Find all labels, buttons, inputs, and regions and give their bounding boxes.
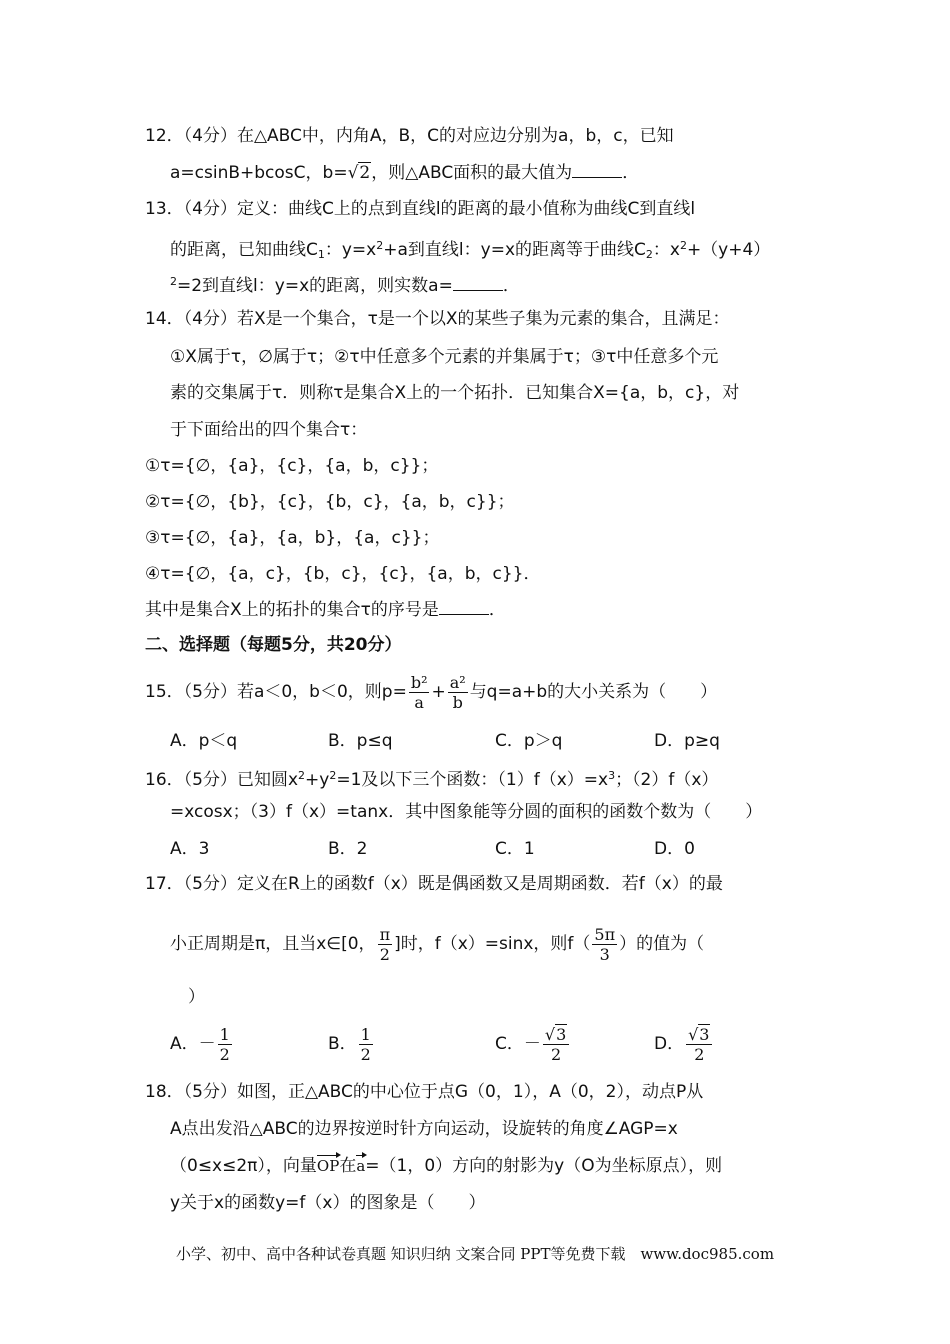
q16-option-d: D．0 — [654, 839, 695, 859]
q18-line3: （0≤x≤2π），向量OP在a=（1，0）方向的射影为y（O为坐标原点），则 — [170, 1156, 723, 1176]
q17-line3: ） — [188, 987, 205, 1007]
answer-blank-12 — [572, 161, 622, 178]
q16-option-a: A．3 — [170, 839, 210, 859]
fraction-sqrt3-over-2: $\frac{√3}{2}$ — [686, 1025, 712, 1064]
q16-line1: 16．（5分）已知圆$x^2+y^2=1$及以下三个函数：$(1)f(x)=x^3$；（2）f（x） — [145, 769, 719, 790]
q14-line5: 其中是集合X上的拓扑的集合τ的序号是 ． — [145, 600, 506, 620]
q14-line1: 14．（4分）若X是一个集合，τ是一个以X的某些子集为元素的集合，且满足： — [145, 309, 730, 329]
answer-blank-13 — [453, 274, 503, 291]
q18-line1: 18．（5分）如图，正△ABC的中心位于点G（0，1），A（0，2），动点P从 — [145, 1082, 704, 1102]
q12-line2: a=csinB+bcosC，b=√2，则△ABC面积的最大值为 ． — [170, 163, 640, 183]
q16-option-c: C．1 — [495, 839, 535, 859]
q12-line1: 12．（4分）在△ABC中，内角A，B，C的对应边分别为a，b，c，已知 — [145, 126, 674, 146]
q13-line3: $^2$=2到直线l：y=x的距离，则实数a= ． — [170, 275, 520, 296]
q14-set-3: ③τ={∅，{a}，{a，b}，{a，c}}； — [145, 528, 440, 548]
q17-line1: 17．（5分）定义在R上的函数f（x）既是偶函数又是周期函数．若f（x）的最 — [145, 874, 723, 894]
section-heading: 二、选择题（每题5分，共20分） — [145, 635, 402, 655]
q15-option-c: C．p＞q — [495, 731, 563, 751]
fraction-1-over-2: $\frac{1}{2}$ — [219, 1024, 230, 1064]
q14-set-1: ①τ={∅，{a}，{c}，{a，b，c}}； — [145, 456, 439, 476]
fraction-a2-over-b: $\frac{\text{a²}}{b}$ — [449, 672, 466, 712]
q18-line4: y关于x的函数y=f（x）的图象是（ ） — [170, 1193, 486, 1213]
q15-option-a: A．p＜q — [170, 731, 238, 751]
q17-option-a: A．－ $\frac{1}{2}$ — [170, 1024, 230, 1064]
fraction-5pi-over-3: $\frac{5\pi}{3}$ — [594, 924, 616, 964]
sqrt-2: √2 — [347, 163, 371, 183]
q17-option-b: B． $\frac{1}{2}$ — [328, 1024, 371, 1064]
vector-a: a — [356, 1154, 365, 1178]
fraction-pi-over-2: $\frac{\pi}{2}$ — [379, 924, 391, 964]
q16-line2: =xcosx；（3）f（x）=tanx．其中图象能等分圆的面积的函数个数为（ ） — [170, 802, 763, 822]
q13-line2: 的距离，已知曲线$C_1$：$y=x^2+a$到直线l：y=x的距离等于曲线$C_2$：$x^2+(y+4)$ — [170, 239, 771, 261]
page-footer: 小学、初中、高中各种试卷真题 知识归纳 文案合同 PPT等免费下载 www.doc985.com — [175, 1245, 775, 1263]
fraction-b2-over-a: $\frac{\text{b²}}{a}$ — [410, 672, 428, 712]
q14-line2: ①X属于τ，∅属于τ；②τ中任意多个元素的并集属于τ；③τ中任意多个元 — [170, 347, 719, 367]
q15-stem: 15．（5分）若a＜0，b＜0，则p= $\frac{\text{b²}}{a}$ + $\frac{\text{a²}}{b}$ 与q=a+b的大小关系为（ ） — [145, 672, 718, 712]
q17-option-d: D． $\frac{√3}{2}$ — [654, 1022, 714, 1066]
q14-set-2: ②τ={∅，{b}，{c}，{b，c}，{a，b，c}}； — [145, 492, 515, 512]
answer-blank-14 — [439, 598, 489, 615]
q14-line4: 于下面给出的四个集合τ： — [170, 420, 368, 440]
q14-set-4: ④τ={∅，{a，c}，{b，c}，{c}，{a，b，c}}． — [145, 564, 541, 584]
vector-op: OP — [317, 1154, 339, 1178]
q14-line3: 素的交集属于τ．则称τ是集合X上的一个拓扑．已知集合X={a，b，c}，对 — [170, 383, 740, 403]
q16-option-b: B．2 — [328, 839, 368, 859]
q17-option-c: C．－ $\frac{√3}{2}$ — [495, 1022, 571, 1066]
fraction-sqrt3-over-2: $\frac{√3}{2}$ — [543, 1025, 569, 1064]
q15-option-b: B．p≤q — [328, 731, 393, 751]
q13-line1: 13．（4分）定义：曲线C上的点到直线l的距离的最小值称为曲线C到直线l — [145, 199, 696, 219]
fraction-1-over-2: $\frac{1}{2}$ — [360, 1024, 371, 1064]
q15-option-d: D．p≥q — [654, 731, 720, 751]
q17-line2: 小正周期是π，且当x∈[0， $\frac{\pi}{2}$ ]时，f（x）=sinx，则f（ $\frac{5\pi}{3}$ ）的值为（ — [170, 924, 705, 964]
q18-line2: A点出发沿△ABC的边界按逆时针方向运动，设旋转的角度∠AGP=x — [170, 1119, 678, 1139]
